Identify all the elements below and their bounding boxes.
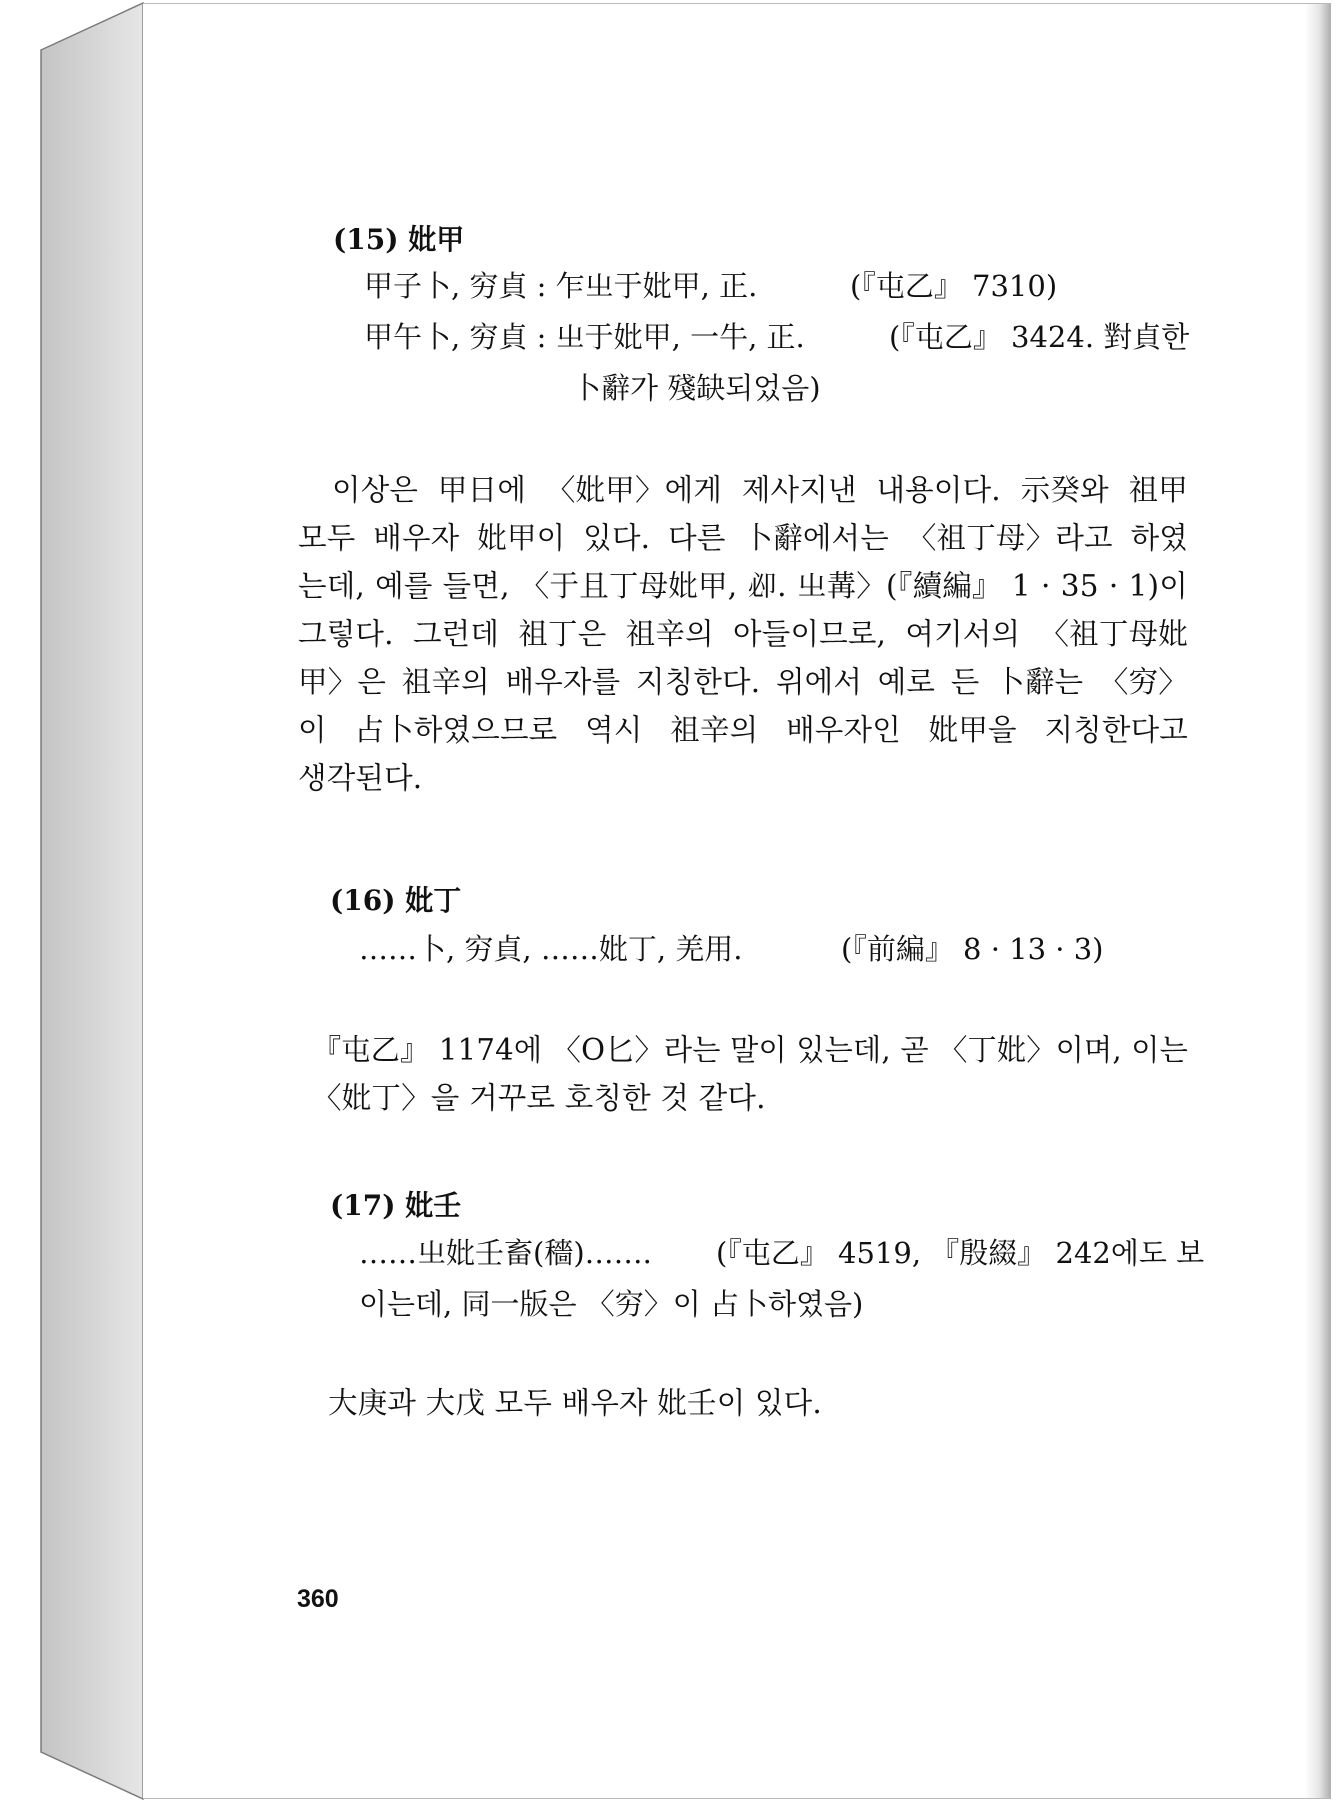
example-source-15-1: (『屯乙』 7310)	[850, 269, 1058, 303]
paragraph-line: 이 占卜하였으므로 역시 祖辛의 배우자인 妣甲을 지칭한다고	[298, 713, 1188, 747]
paragraph-16	[312, 1026, 1198, 1122]
section-heading-15: (15) 妣甲	[333, 223, 465, 256]
page-edge-shadow	[1305, 4, 1331, 1798]
page-number: 360	[297, 1585, 339, 1613]
paragraph-line: 大庚과 大戊 모두 배우자 妣壬이 있다.	[328, 1386, 822, 1420]
paragraph-line: 〈妣丁〉을 거꾸로 호칭한 것 같다.	[312, 1081, 766, 1115]
example-line-15-2: 甲午卜, 穷貞 : 㞢于妣甲, 一牛, 正.	[364, 320, 805, 354]
section-heading-16: (16) 妣丁	[330, 884, 462, 917]
example-source-16-1: (『前編』 8 · 13 · 3)	[841, 932, 1104, 966]
paragraph-line: 甲〉은 祖辛의 배우자를 지칭한다. 위에서 예로 든 卜辭는 〈穷〉	[298, 665, 1188, 699]
example-source-cont-17-1: 이는데, 同一版은 〈穷〉이 占卜하였음)	[359, 1287, 864, 1321]
example-source-cont-15-2: 卜辭가 殘缺되었음)	[572, 371, 821, 405]
paragraph-17	[328, 1379, 822, 1427]
paragraph-line: 모두 배우자 妣甲이 있다. 다른 卜辭에서는 〈祖丁母〉라고 하였	[298, 521, 1189, 555]
example-line-16-1: ……卜, 穷貞, ……妣丁, 羌用.	[359, 932, 743, 966]
section-heading-17: (17) 妣壬	[330, 1189, 462, 1222]
example-line-15-1: 甲子卜, 穷貞 : 乍㞢于妣甲, 正.	[364, 269, 758, 303]
example-source-15-2: (『屯乙』 3424. 對貞한	[889, 320, 1190, 354]
paragraph-line: 는데, 예를 들면, 〈于且丁母妣甲, 𠨘. 㞢冓〉(『續編』 1 · 35 · 1)이	[298, 569, 1188, 603]
example-line-17-1: ……㞢妣壬畜(穡)…….	[359, 1236, 652, 1270]
paragraph-line: 그렇다. 그런데 祖丁은 祖辛의 아들이므로, 여기서의 〈祖丁母妣	[298, 617, 1188, 651]
paragraph-15	[298, 466, 1188, 802]
example-source-17-1: (『屯乙』 4519, 『殷綴』 242에도 보	[716, 1236, 1205, 1270]
paragraph-line: 생각된다.	[298, 761, 423, 795]
paragraph-line: 이상은 甲日에 〈妣甲〉에게 제사지낸 내용이다. 示癸와 祖甲	[332, 473, 1188, 507]
paragraph-line: 『屯乙』 1174에 〈O匕〉라는 말이 있는데, 곧 〈丁妣〉이며, 이는	[312, 1033, 1189, 1067]
